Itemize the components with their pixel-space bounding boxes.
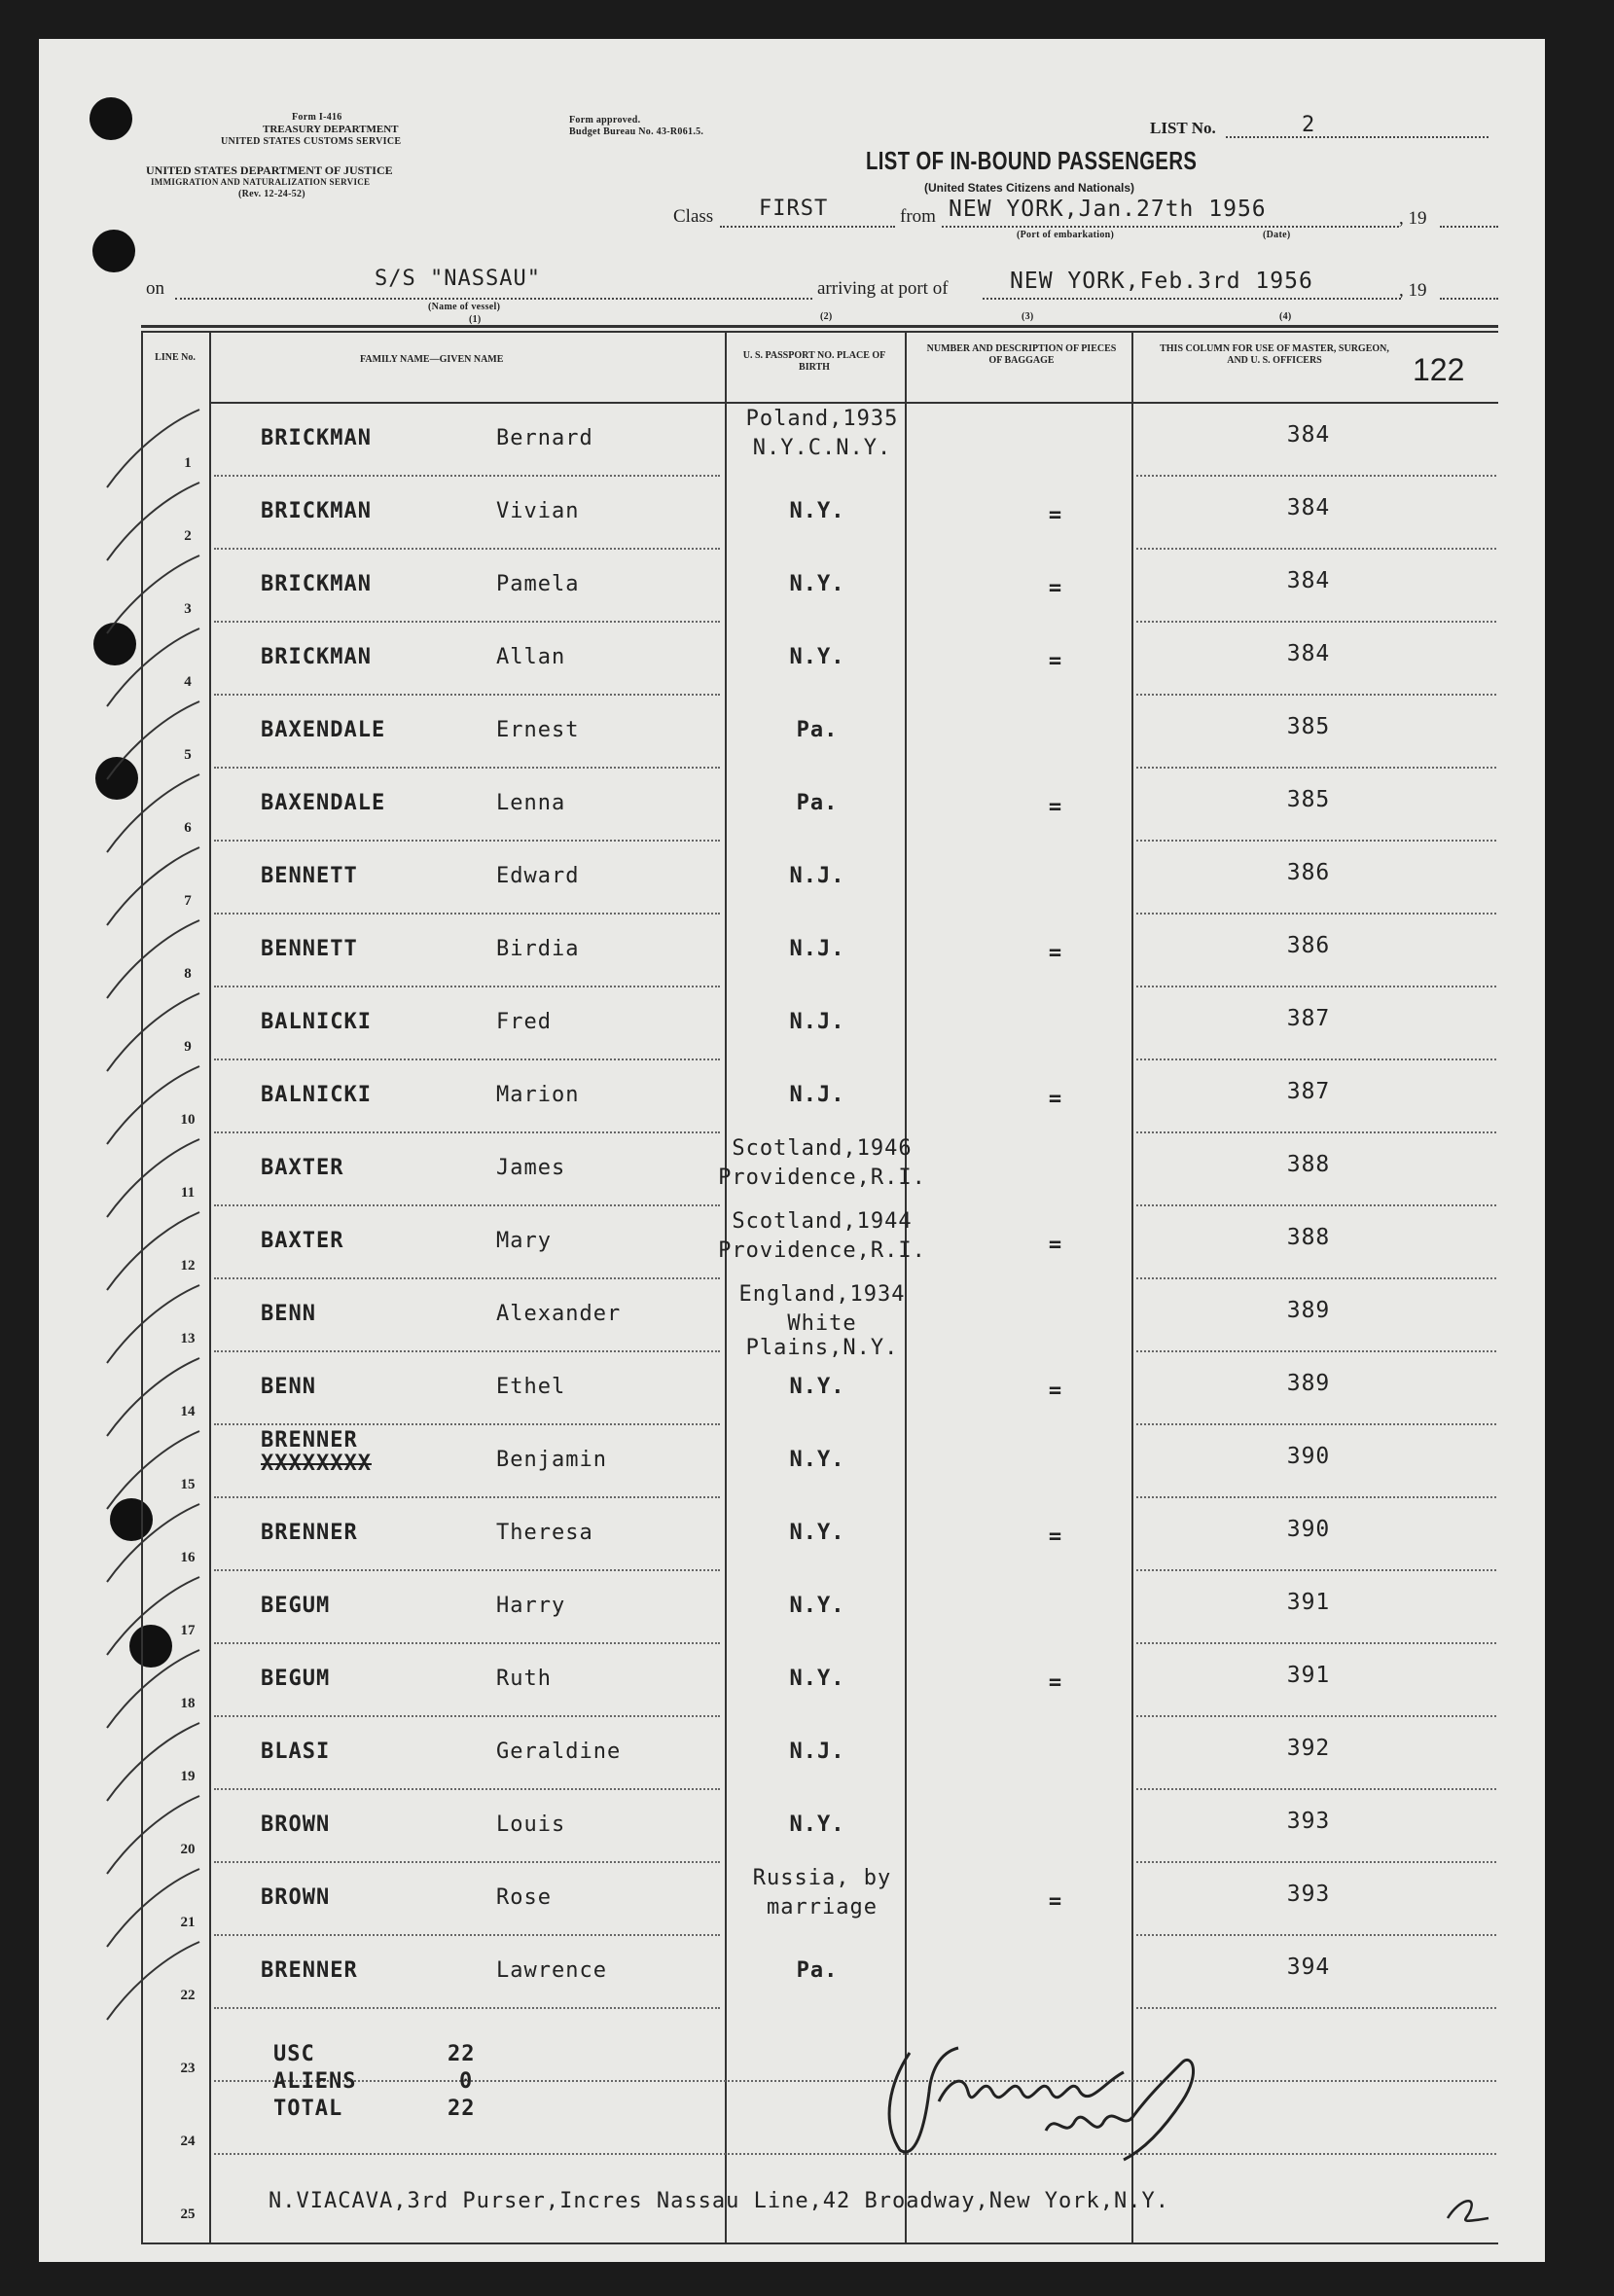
purser-signature <box>871 2014 1221 2170</box>
place-of-birth: N.J. <box>789 1010 845 1034</box>
row-rule <box>214 1058 720 1060</box>
from-underline <box>942 226 1399 228</box>
given-name: Ruth <box>496 1667 552 1691</box>
row-rule <box>214 913 720 915</box>
given-name: Ethel <box>496 1375 566 1399</box>
row-rule <box>1136 2007 1496 2009</box>
place-of-birth: N.Y. <box>789 645 845 669</box>
row-rule <box>214 694 720 696</box>
baggage-ditto: = <box>1048 941 1063 965</box>
family-name: BEGUM <box>261 1594 331 1618</box>
column-number-2: (2) <box>820 311 833 322</box>
officer-number: 387 <box>1286 1006 1331 1031</box>
row-rule <box>214 767 720 769</box>
officer-number: 384 <box>1286 495 1331 520</box>
family-name: BEGUM <box>261 1667 331 1691</box>
row-rule <box>214 2080 1496 2082</box>
officer-number: 384 <box>1286 422 1331 448</box>
place-of-birth: N.J. <box>789 864 845 888</box>
class-value: FIRST <box>759 197 829 221</box>
line-number: 22 <box>180 1988 196 2003</box>
header-bottom-rule <box>209 402 1498 404</box>
family-name: BENNETT <box>261 937 358 961</box>
birth-line-1: Scotland,1946 <box>732 1136 913 1161</box>
line-number: 14 <box>180 1404 196 1419</box>
family-name: BRENNER <box>261 1428 358 1453</box>
given-name: James <box>496 1156 566 1180</box>
birth-line-2: White Plains,N.Y. <box>745 1311 899 1360</box>
baggage-ditto: = <box>1048 795 1063 819</box>
customs-service: UNITED STATES CUSTOMS SERVICE <box>221 136 402 147</box>
officer-number: 390 <box>1286 1444 1331 1469</box>
list-number: 2 <box>1302 113 1316 137</box>
line-number: 2 <box>184 528 192 544</box>
from-label: from <box>900 206 936 227</box>
total-count: 22 <box>448 2097 476 2121</box>
baggage-ditto: = <box>1048 503 1063 527</box>
line-number: 15 <box>180 1477 196 1492</box>
row-rule <box>1136 1277 1496 1279</box>
vessel-caption: (Name of vessel) <box>428 302 501 312</box>
family-name-struck: XXXXXXXX <box>261 1452 372 1476</box>
line-number: 21 <box>180 1915 196 1930</box>
given-name: Allan <box>496 645 566 669</box>
punch-hole <box>92 230 135 272</box>
row-rule <box>1136 694 1496 696</box>
line-number: 7 <box>184 893 192 909</box>
line-number: 19 <box>180 1769 196 1784</box>
given-name: Birdia <box>496 937 580 961</box>
row-rule <box>1136 1350 1496 1352</box>
page-title: LIST OF IN-BOUND PASSENGERS <box>866 146 1198 175</box>
family-name: BRENNER <box>261 1521 358 1545</box>
row-rule <box>214 986 720 987</box>
line-number: 10 <box>180 1112 196 1128</box>
table-row <box>39 1280 1545 1360</box>
row-rule <box>1136 1423 1496 1425</box>
place-of-birth: N.Y. <box>789 499 845 523</box>
purser-line: N.VIACAVA,3rd Purser,Incres Nassau Line,42 Broadway,New York,N.Y. <box>269 2189 1169 2213</box>
row-rule <box>214 1350 720 1352</box>
header-officers: THIS COLUMN FOR USE OF MASTER, SURGEON, AND U. S. OFFICERS <box>1160 343 1389 366</box>
table-top-rule <box>141 325 1498 328</box>
line-number: 20 <box>180 1842 196 1857</box>
officer-number: 394 <box>1286 1955 1331 1980</box>
header-passport: U. S. PASSPORT NO. PLACE OF BIRTH <box>742 350 886 373</box>
aliens-count: 0 <box>459 2069 474 2094</box>
table-row <box>39 1134 1545 1207</box>
officer-number: 393 <box>1286 1882 1331 1907</box>
family-name: BENN <box>261 1302 316 1326</box>
on-label: on <box>146 278 164 299</box>
officer-number: 389 <box>1286 1298 1331 1323</box>
table-row <box>39 1937 1545 2010</box>
table-top-rule-2 <box>141 331 1498 333</box>
baggage-ditto: = <box>1048 1379 1063 1403</box>
row-rule <box>214 621 720 623</box>
row-rule <box>1136 1204 1496 1206</box>
page-number: 122 <box>1413 352 1465 387</box>
given-name: Ernest <box>496 718 580 742</box>
table-row <box>39 1645 1545 1718</box>
line-number: 11 <box>180 1185 196 1201</box>
row-rule <box>214 2153 1496 2155</box>
list-no-label: LIST No. <box>1150 119 1216 137</box>
given-name: Lawrence <box>496 1958 607 1983</box>
row-rule <box>1136 1131 1496 1133</box>
family-name: BRICKMAN <box>261 572 372 596</box>
arrival-value: NEW YORK,Feb.3rd 1956 <box>1010 269 1313 294</box>
line-number: 16 <box>180 1550 196 1565</box>
family-name: BAXENDALE <box>261 791 386 815</box>
punch-hole <box>90 97 132 140</box>
row-rule <box>214 1642 720 1644</box>
embarkation-value: NEW YORK,Jan.27th 1956 <box>949 197 1267 222</box>
row-rule <box>214 1496 720 1498</box>
line-number: 23 <box>180 2061 196 2076</box>
family-name: BROWN <box>261 1812 331 1837</box>
line-number: 1 <box>184 455 192 471</box>
family-name: BALNICKI <box>261 1083 372 1107</box>
given-name: Louis <box>496 1812 566 1837</box>
row-rule <box>1136 1861 1496 1863</box>
place-of-birth: N.Y. <box>789 1375 845 1399</box>
row-rule <box>214 1788 720 1790</box>
given-name: Lenna <box>496 791 566 815</box>
line-number: 3 <box>184 601 192 617</box>
header-line-no: LINE No. <box>155 352 196 363</box>
officer-number: 387 <box>1286 1079 1331 1104</box>
header-baggage: NUMBER AND DESCRIPTION OF PIECES OF BAGGAGE <box>926 343 1117 366</box>
line-number: 4 <box>184 674 192 690</box>
officer-number: 392 <box>1286 1736 1331 1761</box>
family-name: BENNETT <box>261 864 358 888</box>
place-of-birth: N.Y. <box>789 1667 845 1691</box>
department-of-justice: UNITED STATES DEPARTMENT OF JUSTICE <box>146 163 393 177</box>
year-suffix-2: , 19 <box>1399 280 1427 301</box>
row-rule <box>1136 913 1496 915</box>
family-name: BAXENDALE <box>261 718 386 742</box>
officer-number: 384 <box>1286 641 1331 666</box>
place-of-birth: N.Y. <box>789 1521 845 1545</box>
row-rule <box>214 475 720 477</box>
line-number: 12 <box>180 1258 196 1274</box>
row-rule <box>1136 1496 1496 1498</box>
row-rule <box>214 1569 720 1571</box>
vessel-underline <box>175 298 812 300</box>
place-of-birth: N.J. <box>789 1083 845 1107</box>
line-number: 24 <box>180 2134 196 2149</box>
given-name: Alexander <box>496 1302 622 1326</box>
form-number: Form I-416 <box>292 112 342 123</box>
officer-number: 385 <box>1286 714 1331 739</box>
column-number-4: (4) <box>1279 311 1292 322</box>
row-rule <box>1136 1934 1496 1936</box>
table-row <box>39 478 1545 551</box>
officer-number: 386 <box>1286 860 1331 885</box>
table-row <box>39 915 1545 988</box>
table-row <box>39 1499 1545 1572</box>
given-name: Mary <box>496 1229 552 1253</box>
place-of-birth: N.Y. <box>789 1594 845 1618</box>
class-underline <box>720 226 895 228</box>
baggage-ditto: = <box>1048 1087 1063 1111</box>
family-name: BAXTER <box>261 1156 344 1180</box>
year-suffix-1: , 19 <box>1399 208 1427 229</box>
year-underline-1 <box>1440 226 1498 228</box>
family-name: BRICKMAN <box>261 426 372 450</box>
row-rule <box>214 1131 720 1133</box>
family-name: BRICKMAN <box>261 499 372 523</box>
blank-row <box>39 2010 1545 2083</box>
table-row <box>39 843 1545 915</box>
officer-number: 388 <box>1286 1152 1331 1177</box>
baggage-ditto: = <box>1048 1670 1063 1695</box>
birth-line-1: England,1934 <box>738 1282 906 1307</box>
row-rule <box>214 840 720 842</box>
total-label: TOTAL <box>273 2097 343 2121</box>
table-row <box>39 1061 1545 1134</box>
line-number: 6 <box>184 820 192 836</box>
row-rule <box>214 1277 720 1279</box>
line-number: 18 <box>180 1696 196 1711</box>
row-rule <box>1136 767 1496 769</box>
officer-number: 386 <box>1286 933 1331 958</box>
place-of-birth: Pa. <box>796 718 839 742</box>
birth-line-1: Poland,1935 <box>745 407 899 431</box>
row-rule <box>214 2007 720 2009</box>
baggage-ditto: = <box>1048 649 1063 673</box>
baggage-ditto: = <box>1048 576 1063 600</box>
list-no-underline <box>1226 136 1488 138</box>
place-of-birth: N.J. <box>789 1740 845 1764</box>
family-name: BROWN <box>261 1885 331 1910</box>
table-row <box>39 624 1545 697</box>
column-number-3: (3) <box>1022 311 1034 322</box>
ins-service: IMMIGRATION AND NATURALIZATION SERVICE <box>151 177 371 187</box>
page-subtitle: (United States Citizens and Nationals) <box>924 181 1135 195</box>
usc-count: 22 <box>448 2042 476 2066</box>
table-row <box>39 770 1545 843</box>
baggage-ditto: = <box>1048 1889 1063 1914</box>
class-label: Class <box>673 206 714 227</box>
initial-mark <box>1440 2189 1498 2228</box>
officer-number: 389 <box>1286 1371 1331 1396</box>
row-rule <box>1136 475 1496 477</box>
manifest-sheet <box>39 39 1545 2262</box>
blank-row <box>39 2083 1545 2156</box>
aliens-label: ALIENS <box>273 2069 357 2094</box>
table-row <box>39 405 1545 478</box>
birth-line-1: Russia, by <box>752 1866 892 1890</box>
birth-line-2: marriage <box>767 1895 878 1919</box>
place-of-birth: N.Y. <box>789 1448 845 1472</box>
table-row <box>39 1207 1545 1280</box>
table-row <box>39 1353 1545 1426</box>
table-bottom-rule <box>141 2242 1498 2244</box>
row-rule <box>214 1934 720 1936</box>
table-row <box>39 988 1545 1061</box>
given-name: Edward <box>496 864 580 888</box>
officer-number: 391 <box>1286 1590 1331 1615</box>
port-embarkation-caption: (Port of embarkation) <box>1017 230 1115 240</box>
row-rule <box>1136 1569 1496 1571</box>
family-name: BRICKMAN <box>261 645 372 669</box>
birth-line-2: Providence,R.I. <box>718 1166 926 1190</box>
budget-bureau: Budget Bureau No. 43-R061.5. <box>569 126 704 137</box>
line-number: 9 <box>184 1039 192 1055</box>
given-name: Rose <box>496 1885 552 1910</box>
column-number-1: (1) <box>469 314 482 325</box>
officer-number: 384 <box>1286 568 1331 593</box>
usc-label: USC <box>273 2042 315 2066</box>
table-row <box>39 1864 1545 1937</box>
table-row <box>39 1718 1545 1791</box>
form-revision: (Rev. 12-24-52) <box>238 189 305 199</box>
given-name: Geraldine <box>496 1740 622 1764</box>
given-name: Bernard <box>496 426 593 450</box>
officer-number: 393 <box>1286 1809 1331 1834</box>
baggage-ditto: = <box>1048 1233 1063 1257</box>
line-number: 25 <box>180 2206 196 2222</box>
arrival-underline <box>983 298 1401 300</box>
vessel-name: S/S "NASSAU" <box>375 267 541 291</box>
row-rule <box>1136 840 1496 842</box>
family-name: BRENNER <box>261 1958 358 1983</box>
line-number: 5 <box>184 747 192 763</box>
line-number: 8 <box>184 966 192 982</box>
given-name: Fred <box>496 1010 552 1034</box>
given-name: Vivian <box>496 499 580 523</box>
arriving-label: arriving at port of <box>817 278 949 299</box>
line-number: 13 <box>180 1331 196 1346</box>
table-row <box>39 1791 1545 1864</box>
place-of-birth: Pa. <box>796 1958 839 1983</box>
family-name: BENN <box>261 1375 316 1399</box>
table-row <box>39 1572 1545 1645</box>
officer-number: 390 <box>1286 1517 1331 1542</box>
officer-number: 388 <box>1286 1225 1331 1250</box>
officer-number: 385 <box>1286 787 1331 812</box>
row-rule <box>214 1861 720 1863</box>
row-rule <box>214 1204 720 1206</box>
family-name: BAXTER <box>261 1229 344 1253</box>
given-name: Marion <box>496 1083 580 1107</box>
date-caption: (Date) <box>1263 230 1291 240</box>
row-rule <box>214 1715 720 1717</box>
row-rule <box>1136 1788 1496 1790</box>
row-rule <box>214 1423 720 1425</box>
birth-line-2: N.Y.C.N.Y. <box>752 436 892 460</box>
row-rule <box>214 548 720 550</box>
table-row <box>39 551 1545 624</box>
treasury-department: TREASURY DEPARTMENT <box>263 124 399 135</box>
family-name: BLASI <box>261 1740 331 1764</box>
baggage-ditto: = <box>1048 1525 1063 1549</box>
place-of-birth: N.J. <box>789 937 845 961</box>
row-rule <box>1136 986 1496 987</box>
header-name: FAMILY NAME—GIVEN NAME <box>360 354 504 365</box>
row-rule <box>1136 621 1496 623</box>
place-of-birth: N.Y. <box>789 1812 845 1837</box>
row-rule <box>1136 1642 1496 1644</box>
form-approved: Form approved. <box>569 115 641 126</box>
birth-line-1: Scotland,1944 <box>732 1209 913 1234</box>
row-rule <box>1136 548 1496 550</box>
place-of-birth: Pa. <box>796 791 839 815</box>
line-number: 17 <box>180 1623 196 1638</box>
birth-line-2: Providence,R.I. <box>718 1238 926 1263</box>
given-name: Benjamin <box>496 1448 607 1472</box>
given-name: Pamela <box>496 572 580 596</box>
row-rule <box>1136 1715 1496 1717</box>
place-of-birth: N.Y. <box>789 572 845 596</box>
given-name: Theresa <box>496 1521 593 1545</box>
officer-number: 391 <box>1286 1663 1331 1688</box>
year-underline-2 <box>1440 298 1498 300</box>
given-name: Harry <box>496 1594 566 1618</box>
family-name: BALNICKI <box>261 1010 372 1034</box>
table-row <box>39 1426 1545 1499</box>
row-rule <box>1136 1058 1496 1060</box>
table-row <box>39 697 1545 770</box>
